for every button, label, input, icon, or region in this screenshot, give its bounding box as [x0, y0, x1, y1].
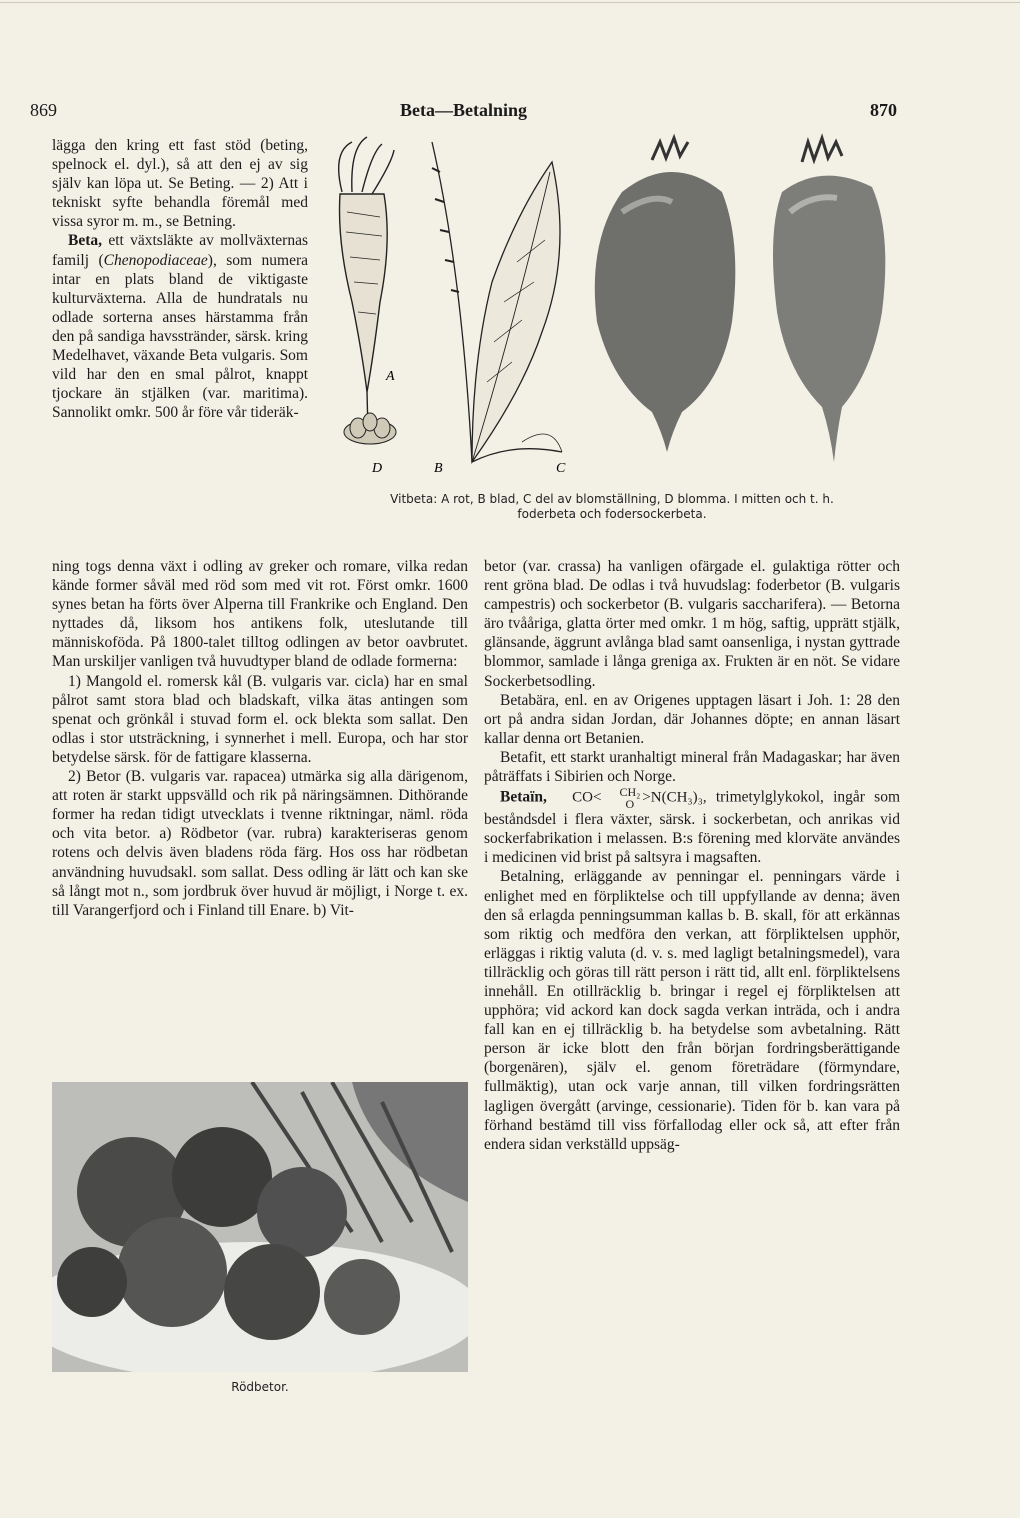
- beta-family-italic: Chenopodiaceae: [103, 251, 208, 269]
- figure-vitbeta: [322, 132, 910, 492]
- figure-caption-top: [312, 492, 912, 522]
- page-number-left: 869: [30, 100, 57, 120]
- beta-text-rest: ), som numera intar en plats bland de viktigaste kulturväxterna. Alla de hundratals nu odlade sorterna anses härstamma från den på sandiga havsstränder, särsk. kring Medelhavet, växande Beta vulgaris. Som vild har den en smal pålrot, knappt tjockare än stjälken (var. maritima). Sannolikt omkr. 500 år före vår tideräk-: [52, 251, 308, 422]
- paragraph-betain: [484, 786, 900, 867]
- caption-line-1: Vitbeta: A rot, B blad, C del av blomställning, D blomma. I mitten och t. h.: [390, 492, 834, 506]
- paragraph-betafit: Betafit, ett starkt uranhaltigt mineral från Madagaskar; har även påträffats i Sibirien och Norge.: [484, 748, 900, 786]
- right-column: [484, 557, 900, 1154]
- paragraph-betalning: Betalning, erläggande av penningar el. penningars värde i enlighet med en förpliktelse och till uppfyllande av denna; även den så erlagda penningsumman kallas b. B. skall, för att erkännas som riktig och medföra den verkan, att förpliktelsen upphör, erläggas i riktig valuta (d. v. s. med lagligt betalningsmedel), vara tillräcklig och göras till rätt person i rätt tid, allt enl. förpliktelsens innehåll. En otillräcklig b. bringar i regel ej förpliktelsen att upphöra; vid ackord kan dock sagda verkan inträda, och i andra fall kan en ej tillräcklig b. ha betydelse som avbetalning. Rätt person är icke blott den från början fordringsberättigande (borgenären), själv el. genom företrädare (förmyndare, fullmäktig), utan ock varje annan, till vilken fordringsrätten lagligen övergått (arvinge, cessionarie). Tiden för b. kan vara på förhand bestämd till viss förfallodag eller ock så, att efter från endera sidan verkställd uppsäg-: [484, 868, 900, 1153]
- botanical-illustration: [322, 132, 910, 492]
- top-rule: [0, 2, 1020, 3]
- formula-left: CO<: [572, 789, 602, 806]
- formula-right: >N(CH₃)₃,: [642, 789, 707, 806]
- beta-text: ett växtsläkte av mollväxternas familj (: [52, 232, 308, 269]
- paragraph-history: ning togs denna växt i odling av greker och romare, vilka redan kände former såväl med röd som med vit rot. Först omkr. 1600 synes betan ha förts över Alperna till Frankrike och England. Den nyttades då, liksom hos antikens folk, uteslutande till människoföda. På 1800-talet tilltog odlingen av betor oavbrutet. Man urskiljer vanligen två huvudtyper bland de odlade formerna:: [52, 558, 468, 671]
- caption-line-2: foderbeta och fodersockerbeta.: [517, 507, 707, 521]
- paragraph-betor: 2) Betor (B. vulgaris var. rapacea) utmärka sig alla därigenom, att roten är starkt uppsvälld och rik på näringsämnen. Dithörande former ha redan tidigt utvecklats i tvenne riktningar, näml. röda och vita betor. a) Rödbetor (var. rubra) karakteriseras genom rotens och delvis även bladens röda färg. Hos oss har rödbetan användning huvudsakl. som sallat. Dess odling är lätt och kan ske så långt mot n., som jordbruk över huvud är möjligt, i Norge t. ex. till Varangerfjord och i Finland till Enare. b) Vit-: [52, 768, 468, 919]
- paragraph-betabara: Betabära, enl. en av Origenes upptagen läsart i Joh. 1: 28 den ort på andra sidan Jordan, där Johannes döpte; en annan läsart kallar denna ort Betanien.: [484, 691, 900, 747]
- paragraph-mangold: 1) Mangold el. romersk kål (B. vulgaris var. cicla) har en smal pålrot samt stora blad och bladskaft, vilka ätas antingen som spenat och grönkål i stuvad form el. ock blekta som sallat. Den odlas i stor utsträckning, i synnerhet i mell. Europa, och har stor betydelse särsk. för de fattigare klasserna.: [52, 672, 468, 766]
- paragraph-vitbetor: betor (var. crassa) ha vanligen ofärgade el. gulaktiga rötter och rent gröna blad. De odlas i två huvudslag: foderbetor (B. vulgaris campestris) och sockerbetor (B. vulgaris saccharifera). — Betorna äro tvååriga, glatta örter med omkr. 1 m hög, saftig, upprätt stjälk, glänsande, äggrunt avlånga blad samt oansenliga, i nystan gyttrade blommor, samlade i långa greniga ax. Frukten är en nöt. Se vidare Sockerbetsodling.: [484, 558, 900, 690]
- photo-rodbetor: [52, 1082, 468, 1372]
- paragraph-beta: [52, 231, 308, 422]
- label-d: D: [372, 461, 383, 476]
- figure-caption-bottom: Rödbetor.: [231, 1380, 289, 1394]
- flower-drawing: [344, 413, 396, 444]
- headword-betain: Betaïn,: [500, 788, 547, 806]
- left-column-top: [52, 136, 308, 422]
- root-drawing: [339, 137, 394, 432]
- sockerbeta-drawing: [773, 138, 885, 462]
- leaf-drawing: [432, 142, 562, 462]
- page-number-right: 870: [870, 100, 897, 120]
- page-title: Beta—Betalning: [400, 100, 528, 120]
- foderbeta-drawing: [595, 138, 736, 452]
- headword-beta: Beta,: [68, 232, 103, 250]
- label-a: A: [386, 369, 395, 384]
- betain-formula: [556, 786, 707, 810]
- formula-fraction: [603, 786, 640, 810]
- betain-text: trimetylglykokol, ingår som beståndsdel i flera växter, särsk. i sockerbetan, och anrikas vid sockerfabrikation i melassen. B:s förening med klorväte användes i medicinen vid brist på saltsyra i magsaften.: [484, 788, 900, 867]
- fraction-bottom: O: [625, 797, 635, 812]
- label-c: C: [556, 461, 566, 476]
- fraction-top: CH₂: [619, 785, 641, 800]
- rodbetor-photo: [52, 1082, 468, 1372]
- label-b: B: [434, 461, 443, 476]
- left-column-main: [52, 557, 468, 920]
- paragraph-beting: lägga den kring ett fast stöd (beting, spelnock el. dyl.), så att den ej av sig själv kan löpa ut. Se Beting. — 2) Att i tekniskt syfte behandla föremål med vissa syror m. m., se Betning.: [52, 137, 308, 231]
